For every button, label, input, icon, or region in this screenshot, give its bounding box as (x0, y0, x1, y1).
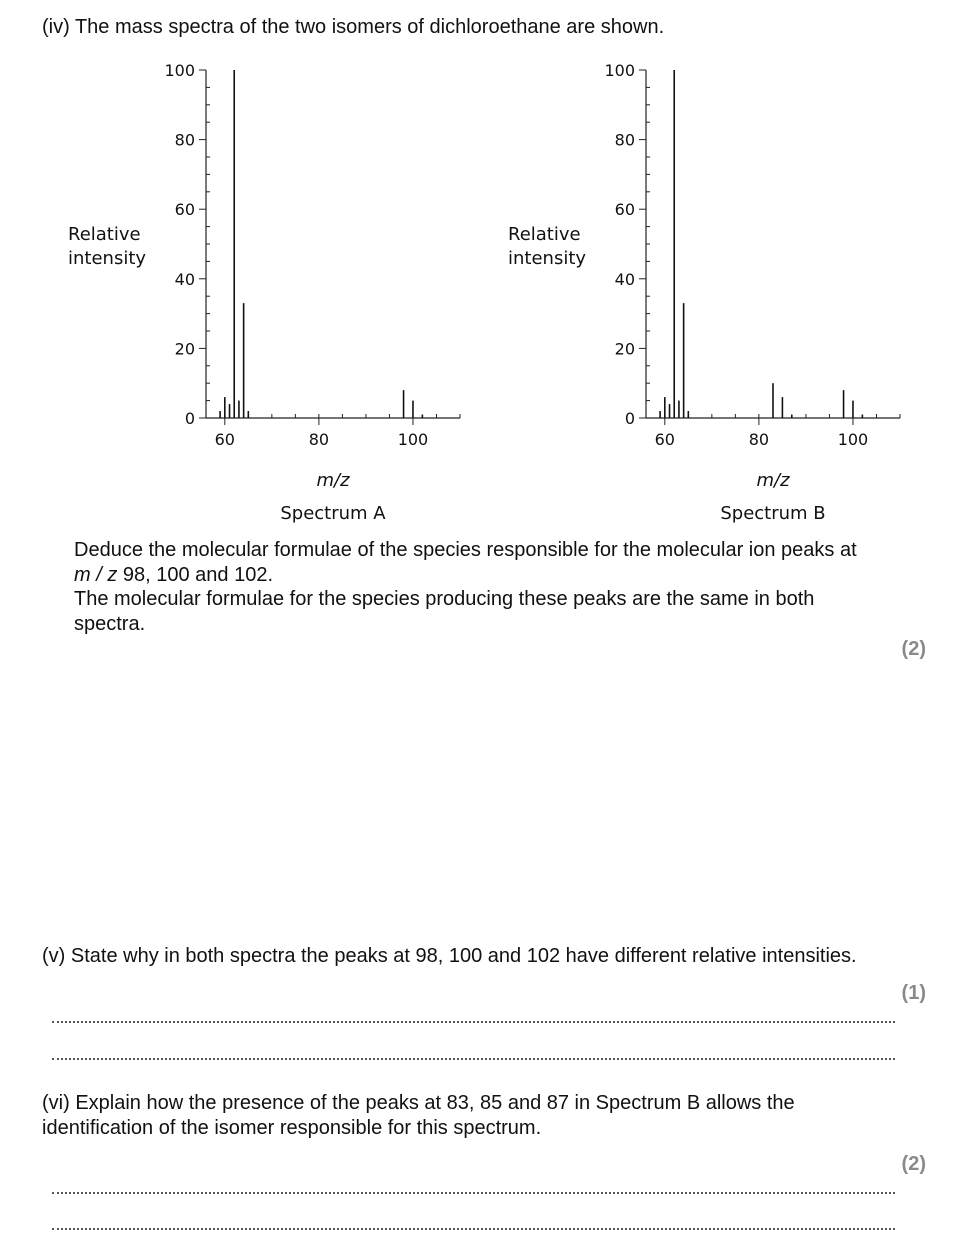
answer-line-vi-1[interactable] (52, 1192, 895, 1194)
marks-vi: (2) (901, 1153, 926, 1175)
same-formula-line-1: The molecular formulae for the species producing these peaks are the same in both (74, 588, 815, 610)
spectrum-a-y-tick-label: 100 (164, 61, 195, 80)
same-formula-line-2: spectra. (74, 613, 146, 635)
answer-line-v-2[interactable] (52, 1058, 895, 1060)
spectrum-b-x-axis-title: m/z (756, 470, 790, 491)
spectrum-a-y-tick-label: 60 (174, 200, 195, 220)
spectrum-a-caption: Spectrum A (280, 503, 386, 524)
spectrum-b-y-tick-label: 20 (614, 339, 635, 359)
spectrum-b-caption: Spectrum B (720, 503, 826, 524)
deduce-line-2 (74, 563, 273, 588)
deduce-line-1: Deduce the molecular formulae of the species responsible for the molecular ion peaks at (74, 539, 857, 561)
spectrum-b-y-tick-label: 80 (614, 130, 635, 150)
spectrum-b-y-axis-title: Relative intensity (508, 224, 587, 269)
spectrum-a-x-tick-label: 60 (214, 430, 235, 449)
answer-line-v-1[interactable] (52, 1021, 895, 1023)
part-vi-line-1: (vi) Explain how the presence of the peaks at 83, 85 and 87 in Spectrum B allows the (42, 1092, 795, 1114)
part-vi-line-2: identification of the isomer responsible for this spectrum. (42, 1117, 542, 1139)
spectrum-a-y-axis-title: Relative intensity (68, 224, 147, 269)
marks-iv: (2) (901, 638, 926, 660)
spectrum-a-x-tick-label: 80 (308, 430, 330, 449)
marks-v: (1) (901, 982, 926, 1004)
answer-line-vi-2[interactable] (52, 1228, 895, 1230)
spectrum-a-y-tick-label: 20 (174, 339, 195, 359)
mz-italic: m / z (74, 564, 118, 586)
spectrum-b-x-tick-label: 100 (837, 430, 869, 449)
spectrum-a-y-tick-label: 80 (174, 130, 195, 150)
answer-area-iv[interactable] (42, 670, 922, 930)
spectrum-a-x-tick-label: 100 (397, 430, 429, 449)
mass-spectra-figure (0, 0, 974, 540)
spectrum-b-y-tick-label: 40 (614, 269, 635, 289)
spectrum-a-chart (68, 61, 460, 524)
spectrum-a-x-axis-title: m/z (316, 470, 350, 491)
deduce-line-2-rest: 98, 100 and 102. (117, 564, 274, 586)
part-v-question: (v) State why in both spectra the peaks at 98, 100 and 102 have different relative intensities. (42, 945, 857, 967)
part-iv-intro: (iv) The mass spectra of the two isomers of dichloroethane are shown. (42, 16, 665, 38)
spectrum-a-y-tick-label: 0 (184, 409, 195, 428)
spectrum-b-y-tick-label: 60 (614, 200, 635, 220)
spectrum-a-y-tick-label: 40 (174, 269, 195, 289)
spectrum-b-y-tick-label: 0 (624, 409, 635, 428)
spectrum-b-x-tick-label: 80 (748, 430, 770, 449)
spectrum-b-chart (508, 61, 900, 524)
spectrum-b-y-tick-label: 100 (604, 61, 635, 80)
spectrum-b-x-tick-label: 60 (654, 430, 675, 449)
